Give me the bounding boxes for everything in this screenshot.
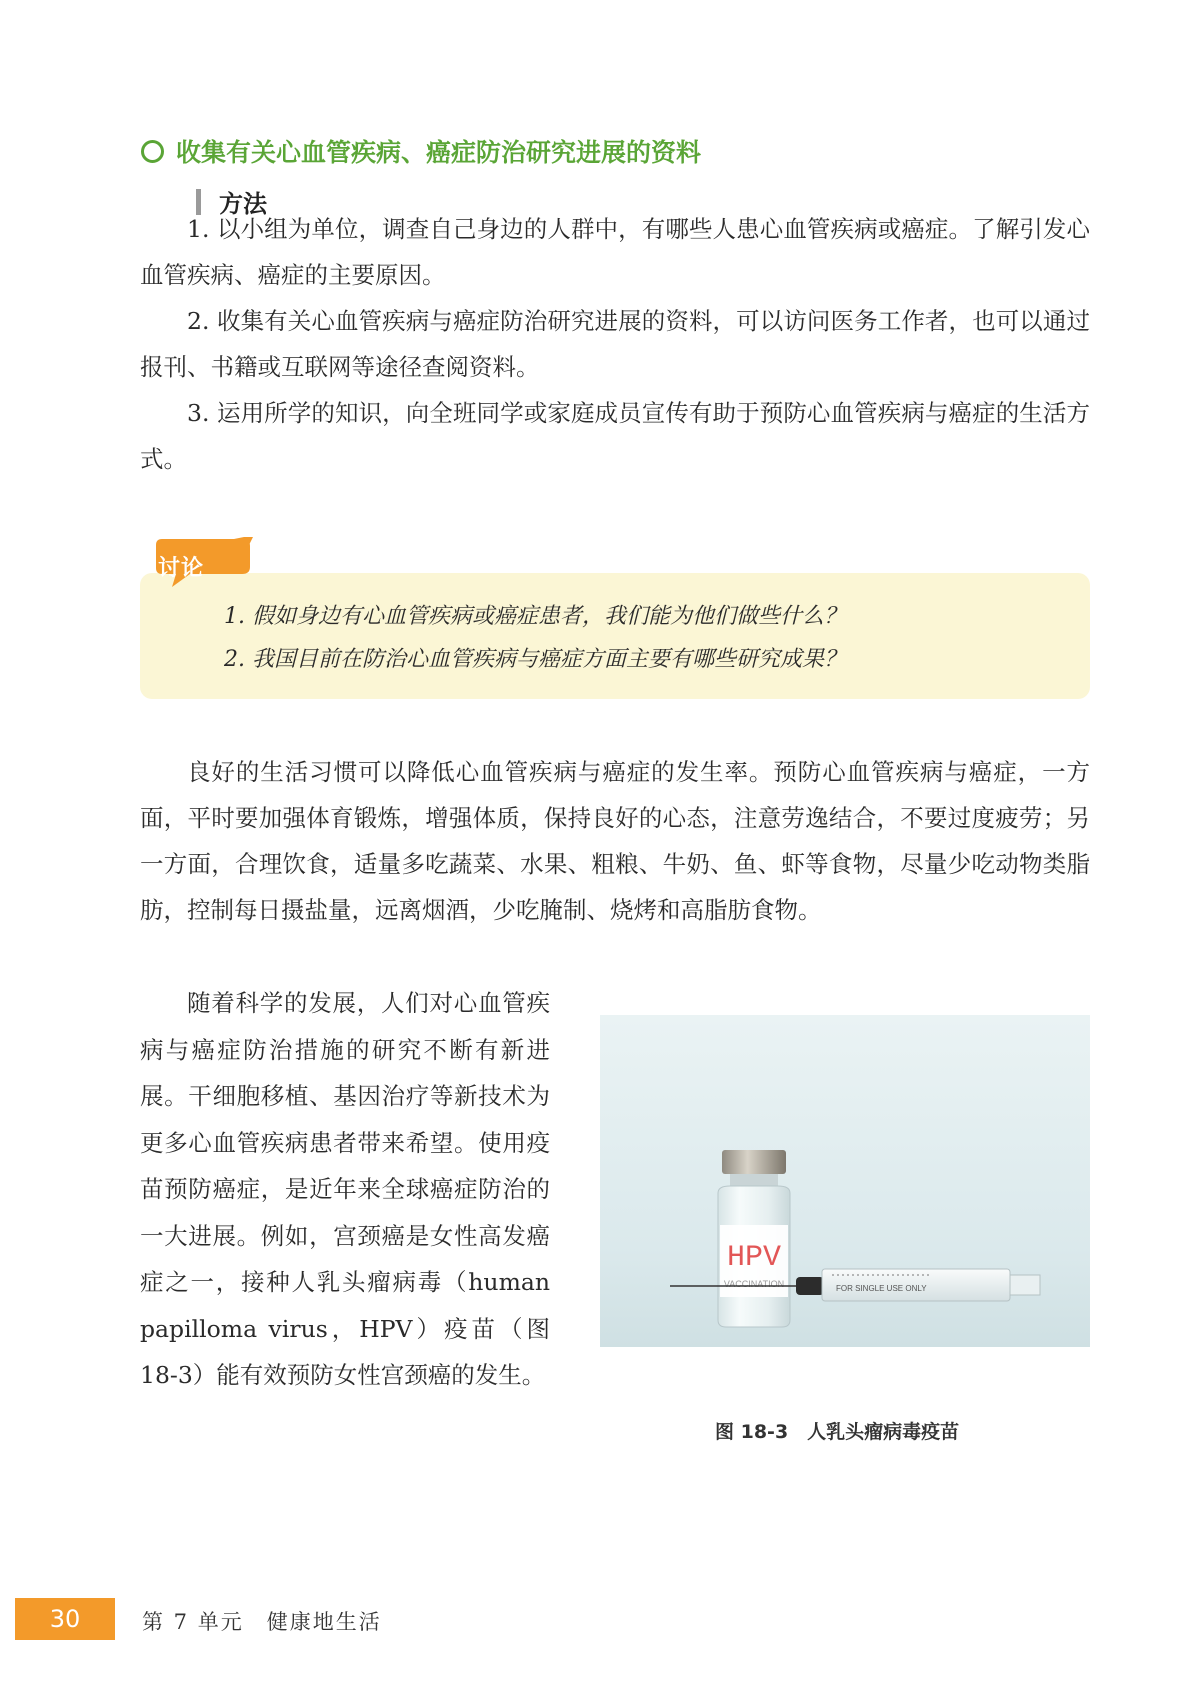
hpv-vaccine-photo [600, 1015, 1090, 1347]
figure-caption: 图 18-3 人乳头瘤病毒疫苗 [715, 1421, 960, 1443]
vial-sublabel: VACCINATION [723, 1279, 785, 1289]
method-item-1: 1. 以小组为单位，调查自己身边的人群中，有哪些人患心血管疾病或癌症。了解引发心血管疾病、癌症的主要原因。 [140, 215, 1090, 289]
discussion-badge [150, 537, 258, 589]
body-paragraph-2: 随着科学的发展，人们对心血管疾病与癌症防治措施的研究不断有新进展。干细胞移植、基因治疗等新技术为更多心血管疾病患者带来希望。使用疫苗预防癌症，是近年来全球癌症防治的一大进展。例如，宫颈癌是女性高发癌症之一，接种人乳头瘤病毒（human papilloma virus，HPV）疫苗（图 18-3）能有效预防女性宫颈癌的发生。 [140, 989, 550, 1389]
discussion-badge-label: 讨论 [158, 556, 205, 581]
vaccine-vial-syringe-illustration [600, 1015, 1090, 1347]
discussion-question-2: 2. 我国目前在防治心血管疾病与癌症方面主要有哪些研究成果？ [224, 647, 846, 672]
page-number: 30 [49, 1605, 81, 1633]
discussion-box [140, 573, 1090, 699]
syringe-label: FOR SINGLE USE ONLY [836, 1284, 927, 1293]
discussion-question-1: 1. 假如身边有心血管疾病或癌症患者，我们能为他们做些什么？ [224, 604, 846, 629]
circle-bullet-icon [141, 140, 164, 163]
body-paragraph-1: 良好的生活习惯可以降低心血管疾病与癌症的发生率。预防心血管疾病与癌症，一方面，平时要加强体育锻炼，增强体质，保持良好的心态，注意劳逸结合，不要过度疲劳；另一方面，合理饮食，适量多吃蔬菜、水果、粗粮、牛奶、鱼、虾等食物，尽量少吃动物类脂肪，控制每日摄盐量，远离烟酒，少吃腌制、烧烤和高脂肪食物。 [140, 758, 1090, 924]
vial-label: HPV [726, 1241, 782, 1275]
method-heading-text: 方法 [219, 190, 267, 218]
unit-title: 第 7 单元 健康地生活 [142, 1610, 382, 1634]
section-title-text: 收集有关心血管疾病、癌症防治研究进展的资料 [176, 138, 702, 167]
method-item-3: 3. 运用所学的知识，向全班同学或家庭成员宣传有助于预防心血管疾病与癌症的生活方式。 [140, 399, 1090, 473]
method-item-2: 2. 收集有关心血管疾病与癌症防治研究进展的资料，可以访问医务工作者，也可以通过报刊、书籍或互联网等途径查阅资料。 [140, 307, 1090, 381]
section-title [141, 133, 701, 169]
